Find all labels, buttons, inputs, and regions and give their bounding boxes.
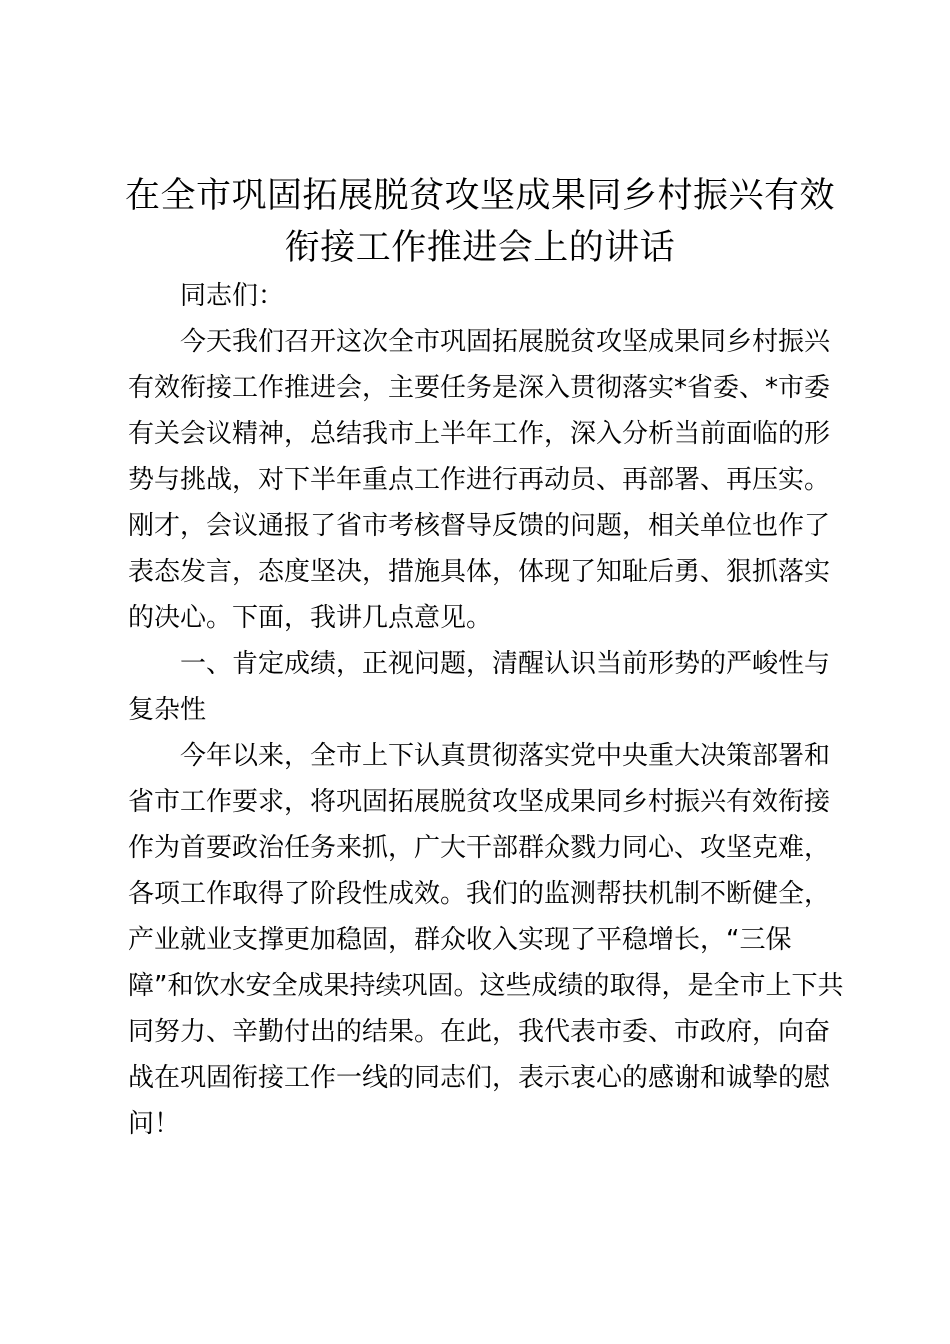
paragraph-line: 产业就业支撑更加稳固，群众收入实现了平稳增长，“三保 [128,925,792,955]
document-title-line-1: 在全市巩固拓展脱贫攻坚成果同乡村振兴有效 [124,176,835,216]
salutation: 同志们： [180,281,285,311]
section-heading-line: 一、肯定成绩，正视问题，清醒认识当前形势的严峻性与 [180,649,831,679]
paragraph-line: 表态发言，态度坚决，措施具体，体现了知耻后勇、狠抓落实 [128,557,831,587]
section-heading-line: 复杂性 [128,695,207,725]
paragraph-line: 各项工作取得了阶段性成效。我们的监测帮扶机制不断健全， [128,879,831,909]
paragraph-line: 同努力、辛勤付出的结果。在此，我代表市委、市政府，向奋 [128,1017,831,1047]
paragraph-line: 刚才，会议通报了省市考核督导反馈的问题，相关单位也作了 [128,511,831,541]
paragraph-line: 今天我们召开这次全市巩固拓展脱贫攻坚成果同乡村振兴 [180,327,831,357]
paragraph-line: 有关会议精神，总结我市上半年工作，深入分析当前面临的形 [128,419,831,449]
paragraph-line: 势与挑战，对下半年重点工作进行再动员、再部署、再压实。 [128,465,831,495]
paragraph-line: 的决心。下面，我讲几点意见。 [128,603,493,633]
paragraph-line: 省市工作要求，将巩固拓展脱贫攻坚成果同乡村振兴有效衔接 [128,787,831,817]
paragraph-line: 问！ [128,1109,181,1139]
paragraph-line: 作为首要政治任务来抓，广大干部群众戮力同心、攻坚克难， [128,833,831,863]
document-title-line-2: 衔接工作推进会上的讲话 [284,228,676,268]
paragraph-line: 有效衔接工作推进会，主要任务是深入贯彻落实*省委、*市委 [128,373,831,403]
paragraph-line: 障”和饮水安全成果持续巩固。这些成绩的取得，是全市上下共 [128,971,844,1001]
paragraph-line: 今年以来，全市上下认真贯彻落实党中央重大决策部署和 [180,741,831,771]
paragraph-line: 战在巩固衔接工作一线的同志们，表示衷心的感谢和诚挚的慰 [128,1063,831,1093]
